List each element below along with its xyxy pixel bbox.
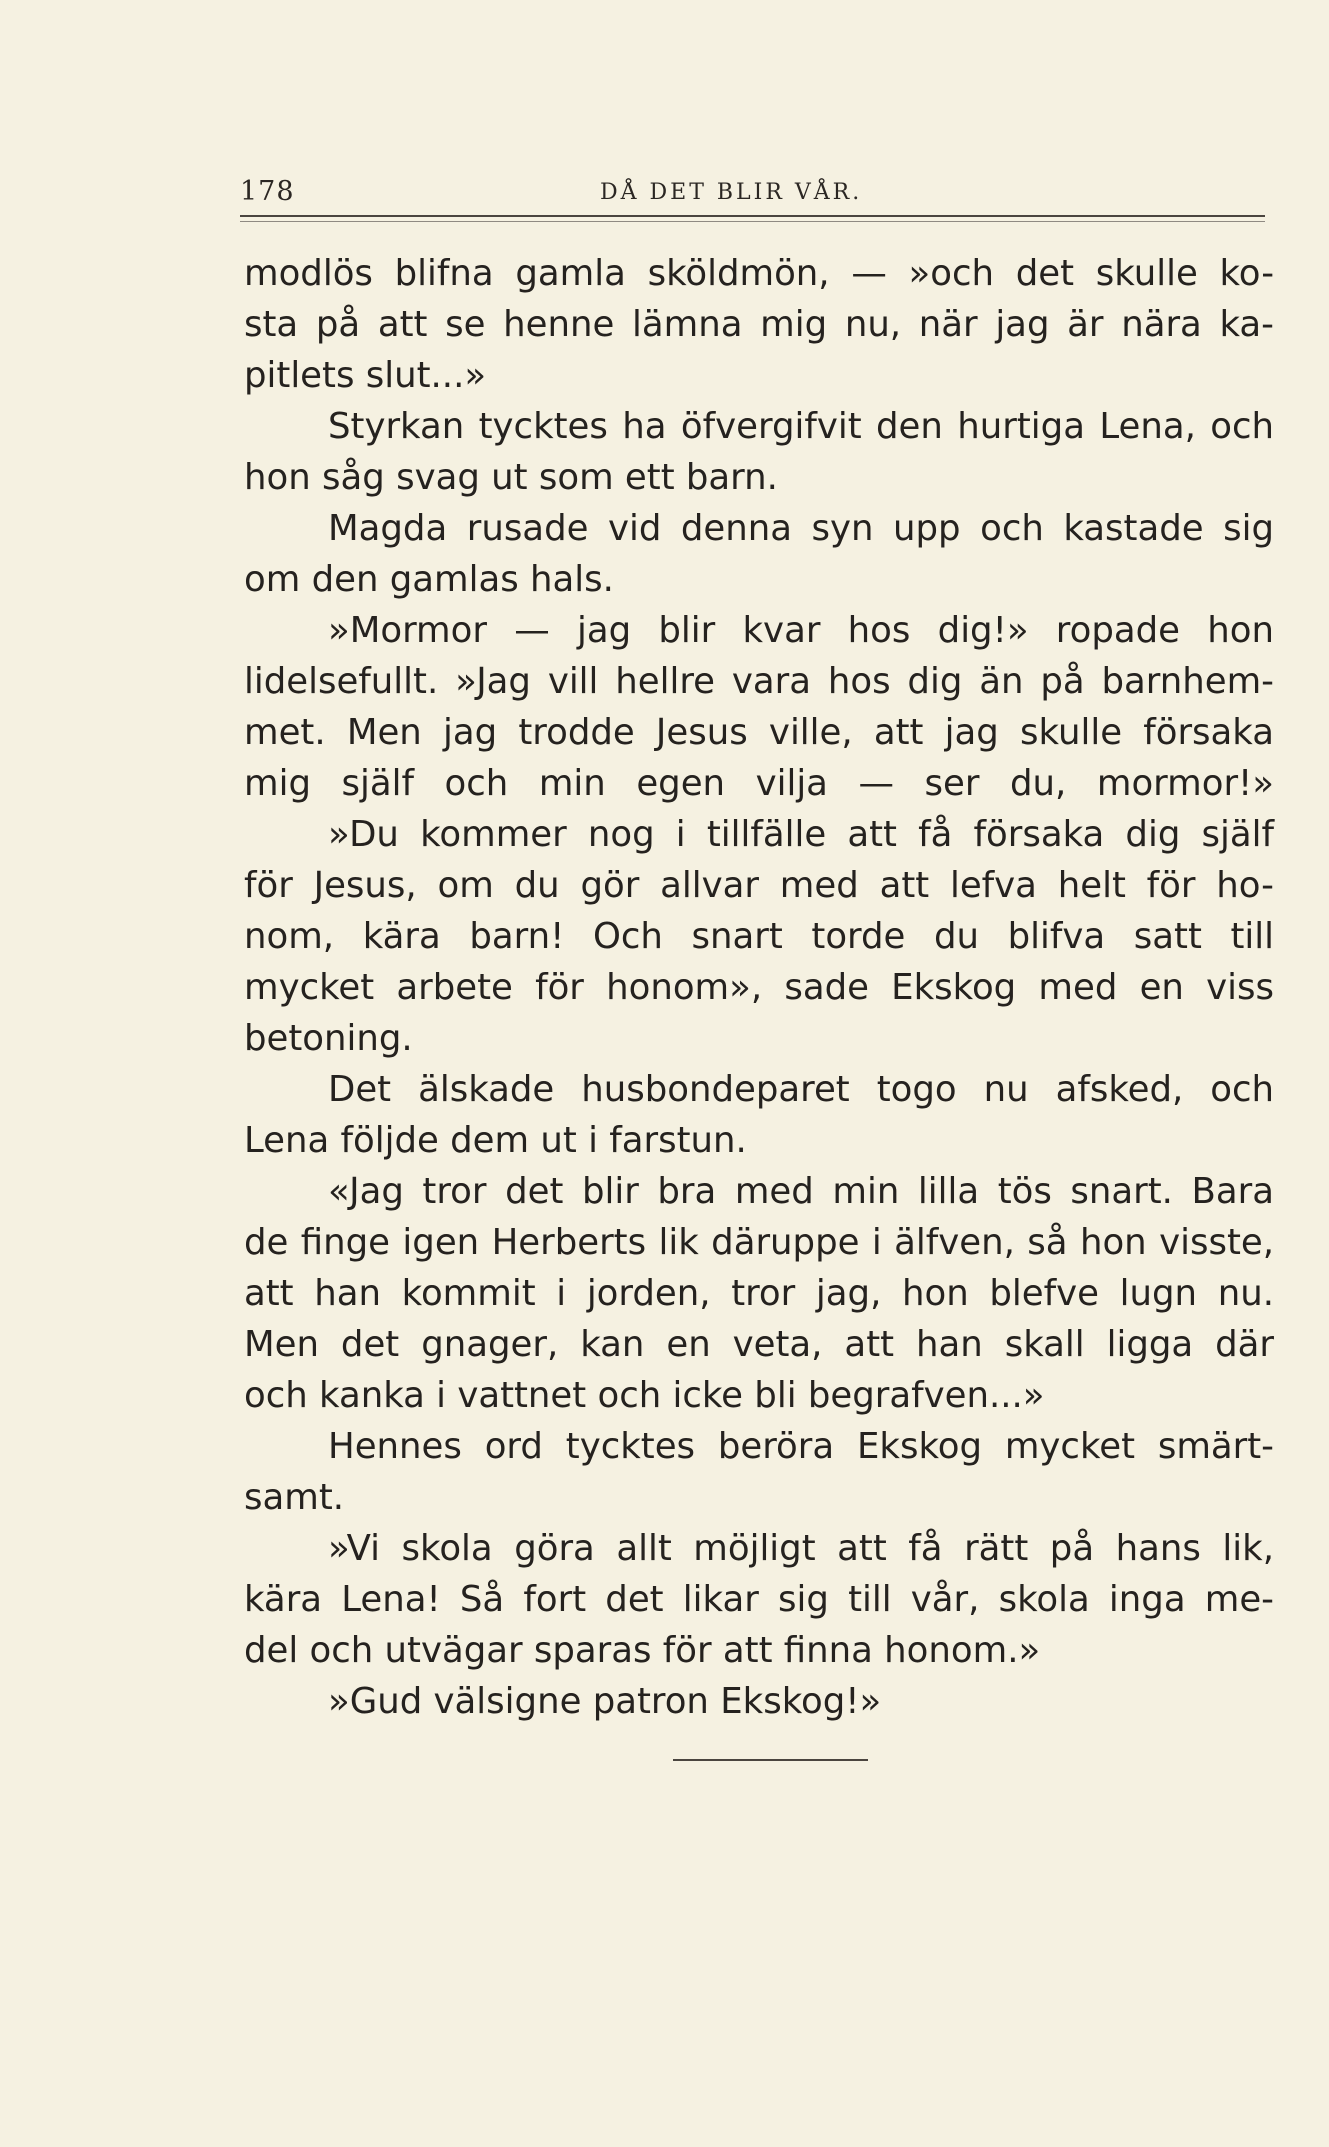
text-line: «Jag tror det blir bra med min lilla tös snart. Bara: [328, 1171, 1274, 1212]
text-line: samt.: [244, 1477, 345, 1518]
text-line: met. Men jag trodde Jesus ville, att jag skulle försaka: [244, 712, 1274, 753]
text-line: om den gamlas hals.: [244, 559, 614, 600]
chapter-end-rule: [673, 1759, 868, 1761]
text-line: Hennes ord tycktes beröra Ekskog mycket smärt-: [328, 1426, 1274, 1467]
page-number: 178: [240, 176, 295, 207]
text-line: lidelsefullt. »Jag vill hellre vara hos dig än på barnhem-: [244, 661, 1274, 702]
running-head: DÅ DET BLIR VÅR.: [600, 180, 863, 205]
text-line: Det älskade husbondeparet togo nu afsked, och: [328, 1069, 1274, 1110]
text-line: modlös blifna gamla sköldmön, — »och det skulle ko-: [244, 253, 1274, 294]
text-line: sta på att se henne lämna mig nu, när jag är nära ka-: [244, 304, 1274, 345]
text-line: Magda rusade vid denna syn upp och kastade sig: [328, 508, 1274, 549]
text-line: hon såg svag ut som ett barn.: [244, 457, 778, 498]
text-line: betoning.: [244, 1018, 413, 1059]
text-line: »Du kommer nog i tillfälle att få försaka dig själf: [328, 814, 1274, 855]
text-line: kära Lena! Så fort det likar sig till vår, skola inga me-: [244, 1579, 1274, 1620]
text-line: för Jesus, om du gör allvar med att lefva helt för ho-: [244, 865, 1274, 906]
header-rule: [240, 215, 1265, 222]
text-line: pitlets slut...»: [244, 355, 487, 396]
text-line: »Vi skola göra allt möjligt att få rätt på hans lik,: [328, 1528, 1274, 1569]
page-header: [240, 168, 1265, 218]
text-line: »Gud välsigne patron Ekskog!»: [328, 1681, 882, 1722]
text-line: Lena följde dem ut i farstun.: [244, 1120, 747, 1161]
text-line: nom, kära barn! Och snart torde du blifva satt till: [244, 916, 1274, 957]
text-line: del och utvägar sparas för att finna honom.»: [244, 1630, 1041, 1671]
body-text: [244, 248, 1274, 1727]
text-line: och kanka i vattnet och icke bli begrafven...»: [244, 1375, 1045, 1416]
text-line: mig själf och min egen vilja — ser du, mormor!»: [244, 763, 1274, 804]
text-line: att han kommit i jorden, tror jag, hon blefve lugn nu.: [244, 1273, 1274, 1314]
text-line: Men det gnager, kan en veta, att han skall ligga där: [244, 1324, 1274, 1365]
text-line: Styrkan tycktes ha öfvergifvit den hurtiga Lena, och: [328, 406, 1274, 447]
text-line: de finge igen Herberts lik däruppe i älfven, så hon visste,: [244, 1222, 1274, 1263]
text-line: »Mormor — jag blir kvar hos dig!» ropade hon: [328, 610, 1274, 651]
text-line: mycket arbete för honom», sade Ekskog med en viss: [244, 967, 1274, 1008]
